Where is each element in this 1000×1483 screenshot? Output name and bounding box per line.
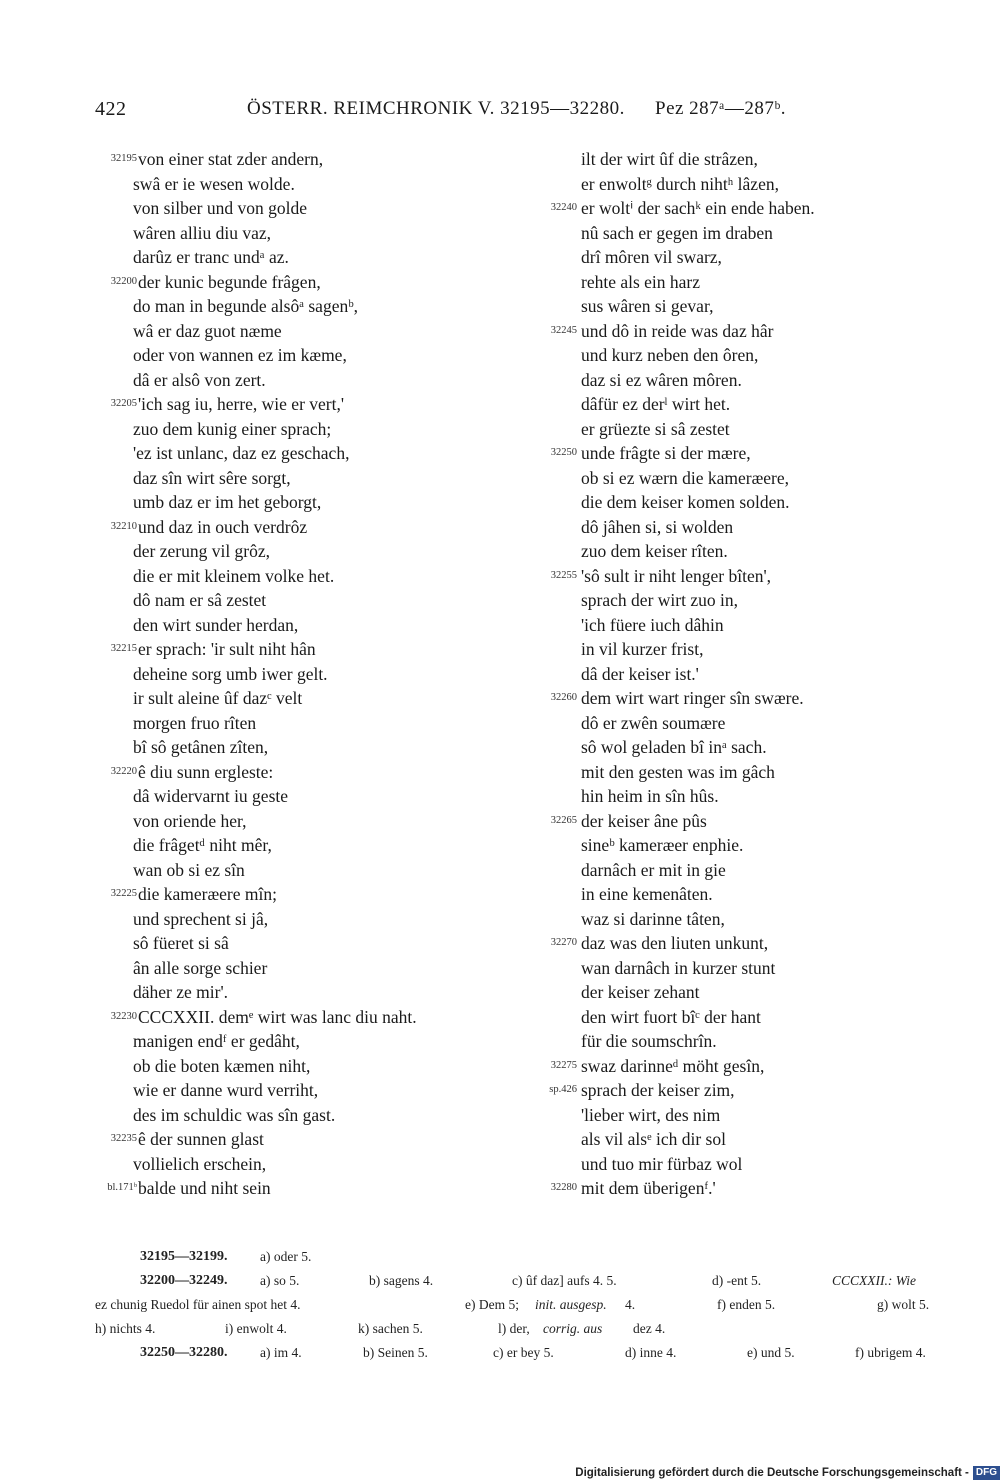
footnote-entry: f) ubrigem 4.	[855, 1345, 926, 1360]
verse-text: manigen endᶠ er gedâht,	[133, 1031, 300, 1051]
verse-line	[535, 490, 975, 515]
footnote-entry: ez chunig Ruedol für ainen spot het 4.	[95, 1297, 301, 1312]
verse-text: ê diu sunn ergleste:	[138, 761, 274, 782]
verse-line	[535, 833, 975, 858]
pez-reference: Pez 287ᵃ—287ᵇ.	[655, 98, 787, 119]
verse-line	[535, 662, 975, 687]
verse-number: 32235	[110, 1133, 137, 1144]
verse-text: wan darnâch in kurzer stunt	[581, 957, 776, 978]
verse-line	[95, 564, 535, 589]
verse-text: wie er danne wurd verriht,	[133, 1080, 319, 1100]
verse-text: drî môren vil swarz,	[581, 247, 722, 267]
footnote-entry: l) der,	[498, 1321, 530, 1336]
verse-text: als vil alsᵉ ich dir sol	[581, 1129, 726, 1149]
verse-text: wan ob si ez sîn	[133, 859, 245, 880]
verse-line	[95, 1152, 535, 1177]
verse-line	[535, 686, 975, 711]
verse-text: sô wol geladen bî inᵃ sach.	[581, 737, 767, 757]
verse-line	[535, 319, 975, 344]
verse-text: den wirt fuort bîᶜ der hant	[581, 1006, 761, 1027]
banner-text: Digitalisierung gefördert durch die Deutsche Forschungsgemeinschaft -	[575, 1467, 969, 1479]
verse-number: 32260	[550, 692, 577, 703]
verse-line	[95, 515, 535, 540]
verse-text: unde frâgte si der mære,	[581, 443, 751, 463]
verse-line	[95, 1029, 535, 1054]
verse-text: vollielich erschein,	[133, 1153, 267, 1174]
verse-line	[95, 588, 535, 613]
verse-line	[535, 882, 975, 907]
verse-number: 32225	[110, 888, 137, 899]
verse-text: zuo dem keiser rîten.	[581, 541, 728, 561]
verse-number: 32255	[550, 569, 577, 581]
verse-line	[535, 270, 975, 295]
verse-line	[95, 1103, 535, 1128]
footnote-entry: 4.	[625, 1297, 636, 1312]
verse-text: der keiser âne pûs	[581, 810, 707, 831]
verse-text: ir sult aleine ûf dazᶜ velt	[133, 688, 303, 708]
verse-text: er sprach: 'ir sult niht hân	[138, 639, 316, 659]
verse-line	[535, 392, 975, 417]
verse-text: ilt der wirt ûf die strâzen,	[581, 149, 758, 169]
verse-line	[535, 711, 975, 736]
verse-line	[535, 245, 975, 270]
verse-text: sus wâren si gevar,	[581, 296, 714, 316]
right-verse-column	[535, 147, 975, 1201]
verse-text: do man in begunde alsôᵃ sagenᵇ,	[133, 296, 359, 316]
footnote-entry: f) enden 5.	[717, 1297, 776, 1312]
verse-text: 'lieber wirt, des nim	[581, 1104, 721, 1125]
footnote-line	[95, 1245, 960, 1269]
page-header	[95, 98, 815, 128]
verse-text: dem wirt wart ringer sîn swære.	[581, 688, 804, 708]
verse-text: und kurz neben den ôren,	[581, 345, 759, 365]
verse-text: 'sô sult ir niht lenger bîten',	[581, 565, 772, 586]
verse-line	[535, 515, 975, 540]
verse-line	[535, 343, 975, 368]
verse-text: ob die boten kæmen niht,	[133, 1055, 311, 1076]
verse-text: und sprechent si jâ,	[133, 908, 269, 929]
verse-text: die er mit kleinem volke het.	[133, 565, 335, 586]
verse-text: er enwoltᵍ durch nihtʰ lâzen,	[581, 173, 779, 194]
verse-text: die dem keiser komen solden.	[581, 492, 790, 512]
verse-text: daz sîn wirt sêre sorgt,	[133, 467, 291, 488]
verse-line	[535, 1152, 975, 1177]
left-verse-column	[95, 147, 535, 1201]
verse-text: er woltⁱ der sachᵏ ein ende haben.	[581, 198, 815, 218]
verse-text: 'ich sag iu, herre, wie er vert,'	[138, 394, 345, 414]
verse-line	[95, 417, 535, 442]
verse-line	[535, 1176, 975, 1201]
verse-text: sprach der keiser zim,	[581, 1080, 735, 1100]
verse-line	[95, 686, 535, 711]
verse-text: von oriende her,	[133, 810, 247, 831]
verse-line	[535, 858, 975, 883]
verse-line	[535, 196, 975, 221]
footnote-entry: corrig. aus	[543, 1321, 603, 1336]
verse-line	[95, 809, 535, 834]
footnote-entry: c) ûf daz] aufs 4. 5.	[512, 1273, 617, 1288]
verse-line	[95, 735, 535, 760]
verse-line	[95, 956, 535, 981]
verse-number: 32275	[550, 1059, 577, 1071]
verse-text: darnâch er mit in gie	[581, 859, 726, 880]
verse-line	[535, 637, 975, 662]
footnotes	[95, 1245, 960, 1365]
verse-line	[535, 588, 975, 613]
footnote-entry: b) sagens 4.	[369, 1273, 434, 1288]
verse-line	[95, 245, 535, 270]
verse-text: des im schuldic was sîn gast.	[133, 1104, 336, 1125]
verse-text: oder von wannen ez im kæme,	[133, 345, 347, 365]
verse-line	[95, 490, 535, 515]
verse-text: swaz darinneᵈ möht gesîn,	[581, 1055, 765, 1076]
verse-text: deheine sorg umb iwer gelt.	[133, 663, 328, 684]
verse-text: der zerung vil grôz,	[133, 541, 271, 561]
verse-line	[95, 882, 535, 907]
verse-line	[95, 662, 535, 687]
verse-line	[95, 1054, 535, 1079]
verse-line	[535, 1078, 975, 1103]
verse-text: däher ze mir'.	[133, 982, 228, 1002]
verse-number: 32230	[110, 1010, 137, 1022]
verse-text: umb daz er im het geborgt,	[133, 492, 322, 512]
footnote-entry: b) Seinen 5.	[363, 1345, 428, 1360]
verse-line	[535, 613, 975, 638]
footnote-entry: dez 4.	[633, 1321, 666, 1336]
footnote-entry: g) wolt 5.	[877, 1297, 930, 1312]
verse-text: CCCXXII. demᵉ wirt was lanc diu naht.	[138, 1006, 417, 1027]
verse-line	[535, 1127, 975, 1152]
verse-text: sprach der wirt zuo in,	[581, 590, 738, 610]
verse-text: mit den gesten was im gâch	[581, 761, 775, 782]
verse-number: 32250	[550, 447, 577, 458]
verse-text: waz si darinne tâten,	[581, 908, 725, 929]
verse-line	[535, 368, 975, 393]
verse-line	[535, 784, 975, 809]
verse-line	[95, 147, 535, 172]
verse-text: der kunic begunde frâgen,	[138, 271, 321, 292]
footnote-entry: a) so 5.	[260, 1273, 300, 1288]
footnote-entry: e) und 5.	[747, 1345, 795, 1360]
verse-text: sô füeret si sâ	[133, 933, 229, 953]
verse-number: bl.171ᵇ	[107, 1182, 137, 1193]
verse-number: 32200	[110, 275, 137, 287]
verse-line	[535, 1103, 975, 1128]
verse-line	[95, 1078, 535, 1103]
verse-text: swâ er ie wesen wolde.	[133, 173, 295, 194]
verse-line	[535, 539, 975, 564]
verse-text: dâ der keiser ist.'	[581, 663, 699, 684]
verse-number: 32265	[550, 814, 577, 826]
verse-number: 32280	[550, 1182, 577, 1193]
verse-text: dô er zwên soumære	[581, 712, 726, 733]
verse-number: sp.426	[549, 1084, 577, 1095]
verse-text: und daz in ouch verdrôz	[138, 516, 308, 537]
verse-line	[95, 784, 535, 809]
footnote-entry: d) inne 4.	[625, 1345, 677, 1360]
verse-line	[95, 221, 535, 246]
verse-text: den wirt sunder herdan,	[133, 614, 299, 635]
verse-line	[95, 343, 535, 368]
verse-line	[95, 294, 535, 319]
verse-text: sineᵇ kameræer enphie.	[581, 835, 744, 855]
verse-line	[535, 809, 975, 834]
verse-text: rehte als ein harz	[581, 271, 701, 292]
verse-text: morgen fruo rîten	[133, 712, 257, 733]
verse-text: ê der sunnen glast	[138, 1129, 264, 1149]
verse-number: 32215	[110, 643, 137, 654]
verse-line	[95, 1127, 535, 1152]
footnote-range: 32200—32249.	[140, 1273, 228, 1288]
verse-line	[535, 760, 975, 785]
verse-number: 32245	[550, 324, 577, 336]
footnote-line	[95, 1293, 960, 1317]
verse-text: darûz er tranc undᵃ az.	[133, 247, 289, 267]
verse-line	[535, 1029, 975, 1054]
verse-text: ob si ez wærn die kameræere,	[581, 467, 789, 488]
footnote-line	[95, 1341, 960, 1365]
footnote-entry: init. ausgesp.	[535, 1297, 607, 1312]
verse-line	[535, 735, 975, 760]
footnote-range: 32250—32280.	[140, 1345, 228, 1360]
verse-line	[535, 931, 975, 956]
verse-line	[95, 711, 535, 736]
verse-text: von silber und von golde	[133, 198, 308, 218]
verse-text: und dô in reide was daz hâr	[581, 320, 774, 341]
verse-text: mit dem überigenᶠ.'	[581, 1178, 716, 1198]
verse-text: wâ er daz guot næme	[133, 320, 282, 341]
verse-line	[535, 980, 975, 1005]
footnote-entry: a) im 4.	[260, 1345, 302, 1360]
verse-number: 32220	[110, 765, 137, 777]
verse-number: 32205	[110, 398, 137, 409]
verse-line	[95, 613, 535, 638]
verse-line	[95, 196, 535, 221]
verse-text: dô nam er sâ zestet	[133, 590, 267, 610]
verse-line	[95, 637, 535, 662]
running-title: ÖSTERR. REIMCHRONIK V. 32195—32280.	[247, 98, 625, 119]
verse-text: 'ez ist unlanc, daz ez geschach,	[133, 443, 350, 463]
verse-text: 'ich füere iuch dâhin	[581, 614, 724, 635]
verse-text: bî sô getânen zîten,	[133, 737, 269, 757]
verse-line	[95, 392, 535, 417]
verse-line	[95, 466, 535, 491]
verse-line	[535, 1005, 975, 1030]
verse-text: in eine kemenâten.	[581, 884, 713, 904]
verse-line	[535, 172, 975, 197]
dfg-banner	[569, 1463, 1000, 1483]
verse-line	[535, 907, 975, 932]
footnote-entry: k) sachen 5.	[358, 1321, 423, 1336]
verse-text: und tuo mir fürbaz wol	[581, 1153, 743, 1174]
footnote-entry: a) oder 5.	[260, 1249, 312, 1264]
verse-text: dâfür ez derˡ wirt het.	[581, 394, 731, 414]
verse-line	[95, 270, 535, 295]
verse-text: daz was den liuten unkunt,	[581, 933, 769, 953]
verse-line	[95, 980, 535, 1005]
footnote-entry: h) nichts 4.	[95, 1321, 156, 1336]
footnote-entry: c) er bey 5.	[493, 1345, 554, 1360]
verse-number: 32240	[550, 202, 577, 213]
verse-line	[535, 441, 975, 466]
footnote-entry: CCCXXII.: Wie	[832, 1273, 916, 1288]
verse-line	[535, 1054, 975, 1079]
verse-text: dô jâhen si, si wolden	[581, 516, 734, 537]
verse-line	[95, 760, 535, 785]
verse-line	[95, 858, 535, 883]
verse-text: dâ er alsô von zert.	[133, 369, 266, 390]
verse-text: hin heim in sîn hûs.	[581, 786, 719, 806]
verse-line	[95, 1176, 535, 1201]
verse-line	[95, 441, 535, 466]
verse-line	[95, 931, 535, 956]
verse-text: daz si ez wâren môren.	[581, 369, 742, 390]
verse-line	[535, 294, 975, 319]
verse-number: 32195	[110, 153, 137, 164]
verse-text: die frâgetᵈ niht mêr,	[133, 835, 272, 855]
verse-text: für die soumschrîn.	[581, 1031, 717, 1051]
verse-line	[95, 319, 535, 344]
verse-text: er grüezte si sâ zestet	[581, 418, 730, 439]
verse-line	[95, 833, 535, 858]
verse-line	[535, 417, 975, 442]
verse-line	[535, 221, 975, 246]
verse-text: die kameræere mîn;	[138, 884, 277, 904]
page-number: 422	[95, 98, 127, 120]
verse-text: nû sach er gegen im draben	[581, 222, 773, 243]
verse-line	[535, 466, 975, 491]
verse-text: zuo dem kunig einer sprach;	[133, 418, 332, 439]
verse-text: von einer stat zder andern,	[138, 149, 324, 169]
verse-line	[95, 368, 535, 393]
verse-text: wâren alliu diu vaz,	[133, 222, 272, 243]
verse-text: der keiser zehant	[581, 982, 700, 1002]
footnote-entry: d) -ent 5.	[712, 1273, 762, 1288]
verse-line	[535, 147, 975, 172]
verse-line	[95, 539, 535, 564]
verse-line	[95, 907, 535, 932]
verse-line	[535, 956, 975, 981]
verse-line	[95, 1005, 535, 1030]
footnote-entry: i) enwolt 4.	[225, 1321, 287, 1336]
verse-text: ân alle sorge schier	[133, 957, 268, 978]
dfg-logo-icon: DFG	[973, 1466, 1000, 1480]
verse-number: 32210	[110, 520, 137, 532]
footnote-entry: e) Dem 5;	[465, 1297, 519, 1312]
verse-line	[95, 172, 535, 197]
verse-line	[535, 564, 975, 589]
verse-text: in vil kurzer frist,	[581, 639, 704, 659]
footnote-line	[95, 1317, 960, 1341]
footnote-line	[95, 1269, 960, 1293]
verse-text: balde und niht sein	[138, 1178, 271, 1198]
verse-number: 32270	[550, 937, 577, 948]
footnote-range: 32195—32199.	[140, 1249, 228, 1264]
verse-text: dâ widervarnt iu geste	[133, 786, 289, 806]
